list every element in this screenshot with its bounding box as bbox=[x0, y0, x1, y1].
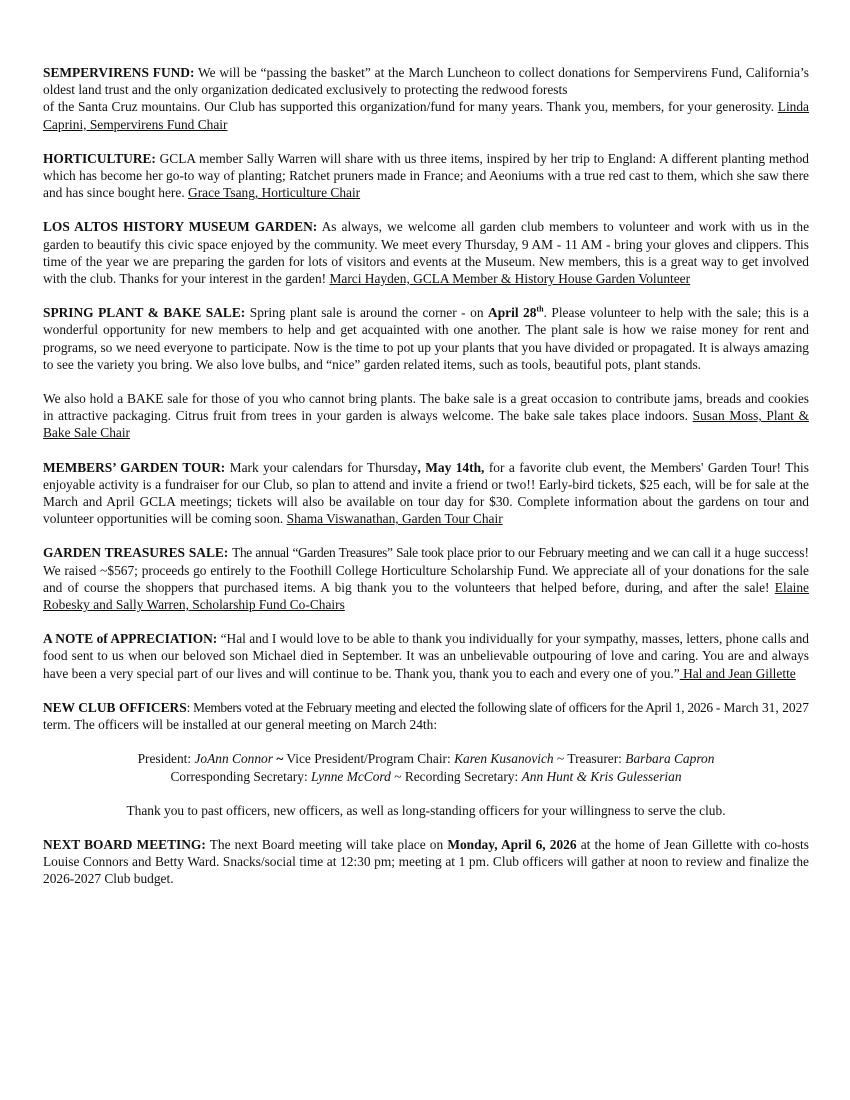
sempervirens-heading: SEMPERVIRENS FUND: bbox=[43, 65, 195, 80]
board-meeting-heading: NEXT BOARD MEETING: bbox=[43, 836, 206, 852]
bake-sale-text: We also hold a BAKE sale for those of you who cannot bring plants. The bake sale is a great occasion to contribute jams, breads and cookies in attractive packaging. Citrus fruit from trees in your garden is always welcome. The bake sale takes place indoors. bbox=[43, 391, 809, 424]
board-meeting-text-1: The next Board meeting will take place on bbox=[209, 836, 444, 852]
officer-separator: ~ bbox=[557, 751, 565, 767]
plant-sale-date: April 28 bbox=[488, 305, 537, 321]
board-meeting-date: Monday, April 6, 2026 bbox=[447, 836, 577, 852]
plant-sale-date-suffix: th bbox=[536, 304, 544, 314]
recording-secretary-name: Ann Hunt & Kris Gulesserian bbox=[521, 768, 682, 784]
officers-text-1: : Members voted at the February meeting and elected the following slate of officers for the April 1, 2026 - bbox=[186, 699, 721, 715]
appreciation-text: “Hal and I would love to be able to thank you individually for your sympathy, masses, letters, phone calls and food sent to us when our beloved son Michael died in September. It was an unbelievable outpouring of love and caring. You are and always have been a very special part of our lives and will continue to be. Thank you, thank you to each and every one of you.” bbox=[43, 631, 809, 681]
vp-name: Karen Kusanovich bbox=[454, 751, 554, 767]
treasures-signature: Elaine Robesky and Sally Warren, Scholarship Fund Co-Chairs bbox=[43, 579, 809, 613]
officer-slate bbox=[43, 750, 809, 784]
sempervirens-section bbox=[43, 64, 809, 133]
appreciation-signature: Hal and Jean Gillette bbox=[679, 665, 796, 681]
vp-label: Vice President/Program Chair: bbox=[286, 751, 451, 767]
sempervirens-text-2: of the Santa Cruz mountains. Our Club has supported this organization/fund for many years. Thank you, members, for your generosity. bbox=[43, 99, 774, 115]
plant-sale-section bbox=[43, 304, 809, 373]
corresponding-secretary-name: Lynne McCord bbox=[311, 768, 391, 784]
officers-heading: NEW CLUB OFFICERS bbox=[43, 699, 187, 715]
officer-separator: ~ bbox=[276, 751, 284, 767]
garden-tour-section bbox=[43, 459, 809, 528]
garden-tour-text-1: Mark your calendars for Thursday bbox=[229, 459, 418, 475]
officers-section bbox=[43, 699, 809, 733]
board-meeting-text-2: at the home of Jean Gillette with co-hosts Louise Connors and Betty Ward. Snacks/social time at 12:30 pm; meeting at 1 pm. Club officers will gather at noon to review and finalize the 2026-2027 Club budget. bbox=[43, 836, 809, 887]
officers-thanks: Thank you to past officers, new officers, as well as long-standing officers for your willingness to serve the club. bbox=[126, 802, 726, 818]
president-label: President: bbox=[137, 751, 192, 767]
garden-tour-date: , May 14th, bbox=[417, 459, 485, 475]
museum-garden-section bbox=[43, 218, 809, 287]
treasures-section bbox=[43, 544, 809, 613]
horticulture-section bbox=[43, 150, 809, 202]
garden-tour-signature: Shama Viswanathan, Garden Tour Chair bbox=[286, 511, 503, 527]
plant-sale-heading: SPRING PLANT & BAKE SALE: bbox=[43, 305, 246, 321]
corresponding-secretary-label: Corresponding Secretary: bbox=[170, 768, 308, 784]
museum-garden-text: As always, we welcome all garden club members to volunteer and work with us in the garden to beautify this civic space enjoyed by the community. We meet every Thursday, 9 AM - 11 AM - bring your gloves and clippers. This time of the year we are preparing the garden for lots of visitors and events at the Museum. New members, this is a great way to get involved with the club. Thanks for your interest in the garden! bbox=[43, 219, 810, 287]
sempervirens-signature: Linda Caprini, Sempervirens Fund Chair bbox=[43, 99, 809, 132]
officer-separator: ~ bbox=[394, 768, 402, 784]
newsletter-page bbox=[43, 64, 809, 905]
treasures-heading: GARDEN TREASURES SALE: bbox=[43, 545, 229, 561]
appreciation-heading: A NOTE of APPRECIATION: bbox=[43, 631, 218, 647]
officers-text-2: March 31, 2027 term. The officers will be installed at our general meeting on March 24th: bbox=[43, 699, 809, 733]
bake-sale-section bbox=[43, 390, 809, 442]
president-name: JoAnn Connor bbox=[194, 751, 273, 767]
garden-tour-heading: MEMBERS’ GARDEN TOUR: bbox=[43, 459, 226, 475]
sempervirens-text-1: We will be “passing the basket” at the March Luncheon to collect donations for Sempervirens Fund, California’s oldest land trust and the only organization dedicated exclusively to protecting the redwood forests bbox=[43, 65, 809, 98]
garden-tour-text-2: for a favorite club event, the Members' Garden Tour! This enjoyable activity is a fundraiser for our Club, so plan to attend and invite a friend or two!! Early-bird tickets, $25 each, will be for sale at the March and April GCLA meetings; tickets will also be available on tour day for $30. Complete information about the gardens on tour and volunteer opportunities will be coming soon. bbox=[43, 459, 809, 527]
treasures-text-1: The annual “Garden Treasures” Sale took place prior to our February meeting and we can call it bbox=[232, 545, 721, 561]
recording-secretary-label: Recording Secretary: bbox=[404, 768, 519, 784]
horticulture-signature: Grace Tsang, Horticulture Chair bbox=[188, 185, 361, 201]
plant-sale-signature: Susan Moss, Plant & Bake Sale Chair bbox=[43, 408, 809, 441]
horticulture-heading: HORTICULTURE: bbox=[43, 150, 156, 166]
board-meeting-section bbox=[43, 836, 809, 888]
treasurer-label: Treasurer: bbox=[567, 751, 622, 767]
treasures-text-2: a huge success! We raised ~$567; proceeds go entirely to the Foothill College Horticulture Scholarship Fund. We appreciate all of your donations for the sale and of course the shoppers that purchased items. A big thank you to the volunteers that helped before, during, and after the sale! bbox=[43, 545, 809, 595]
horticulture-text: GCLA member Sally Warren will share with us three items, inspired by her trip to England: A different planting method which has become her go-to way of planting; Ratchet pruners made in France; and Aeoniums with a true red cast to them, which she saw there and has since bought here. bbox=[43, 150, 809, 201]
museum-garden-signature: Marci Hayden, GCLA Member & History House Garden Volunteer bbox=[329, 271, 691, 287]
plant-sale-text-1: Spring plant sale is around the corner - on bbox=[249, 305, 484, 321]
appreciation-section bbox=[43, 630, 809, 682]
museum-garden-heading: LOS ALTOS HISTORY MUSEUM GARDEN: bbox=[43, 219, 318, 235]
plant-sale-text-2: . Please volunteer to help with the sale; this is a wonderful opportunity for new members to help and get acquainted with one another. The plant sale is how we raise money for rent and programs, so we need everyone to participate. Now is the time to pot up your plants that you have divided or propagated. It is always amazing to see the variety you bring. We also love bulbs, and “nice” garden related items, such as tools, beautiful pots, plant stands. bbox=[43, 305, 809, 372]
treasurer-name: Barbara Capron bbox=[625, 751, 715, 767]
